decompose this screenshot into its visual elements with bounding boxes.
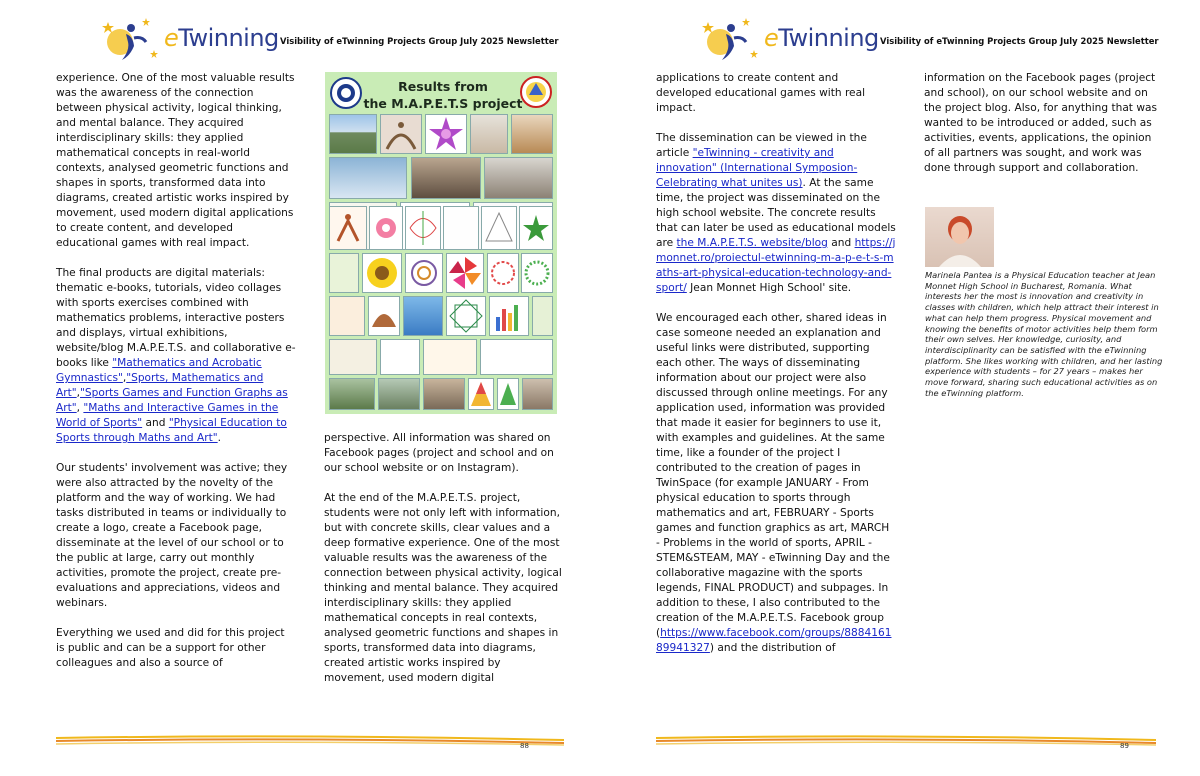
poster-pattern-1	[329, 253, 359, 293]
paragraph: perspective. All information was shared on Facebook pages (project and school and on our school website or on Instagram).	[324, 432, 554, 474]
logo-word: Twinning	[178, 24, 279, 52]
paragraph: information on the Facebook pages (project and school), on our school website and on the project blog. Also, for anything that was wanted to be introduced or added, such as activities, events, applications, the opinion of all partners was sought, and work was done through support and collaboration.	[924, 72, 1158, 174]
newsletter-title: Visibility of eTwinning Projects Group July 2025 Newsletter	[880, 36, 1159, 46]
link-facebook-group[interactable]: https://www.facebook.com/groups/888416189941327	[656, 627, 892, 654]
paragraph-dissemination	[656, 131, 896, 296]
poster-card-flower	[369, 206, 403, 250]
paragraph: applications to create content and developed educational games with real impact.	[656, 72, 866, 114]
poster-card-triangle	[481, 206, 517, 250]
text: The final products are digital materials: thematic e-books, tutorials, video collages with sports exercises combined with mathematics problems, interactive posters and displays, virtual exhibitions, website/blog M.A.P.E.T.S. and collaborative e-books like	[56, 267, 296, 369]
text: . At the same time, the project was disseminated on the high school website. The concrete results that can later be used as educational models are	[656, 177, 896, 249]
right-column-1	[656, 71, 896, 671]
page-number: 89	[1120, 742, 1129, 750]
paragraph: At the end of the M.A.P.E.T.S. project, students were not only left with information, but with concrete skills, clear values and a deep formative experience. One of the most valuable results was the awareness of the connection between physical activity, logical thinking and mental balance. They acquired interdisciplinary skills: they applied mathematical concepts in real contexts, analysed geometric functions and shapes in sports, transformed data into diagrams, created artistic works inspired by movement, used modern digital	[324, 492, 562, 684]
poster-card-figure	[329, 206, 367, 250]
poster-shell	[368, 296, 400, 336]
link-mathematics-acrobatic-gymnastics[interactable]: "Mathematics and Acrobatic Gymnastics"	[56, 357, 262, 384]
paragraph: experience. One of the most valuable results was the awareness of the connection between physical activity, logical thinking, and mental balance. They acquired interdisciplinary skills: they applied mathematical concepts in real-world contexts, analysed geometric functions and shapes in sports, transformed data into diagrams, created artistic works inspired by movement, used modern digital applications to create content, and developed educational games with real impact.	[56, 72, 295, 249]
poster-photo-gymnast	[380, 114, 422, 154]
poster-slide-6	[480, 339, 553, 375]
poster-pattern-2	[405, 253, 443, 293]
left-column-2	[324, 431, 564, 701]
footer-decorative-line	[656, 734, 1156, 746]
poster-photo-presentation	[484, 157, 553, 199]
poster-photo-classroom	[411, 157, 481, 199]
school-badge-icon	[329, 76, 363, 110]
paragraph-final-products	[56, 266, 296, 446]
project-logo-icon	[519, 75, 553, 109]
poster-slide-3	[329, 339, 377, 375]
etwinning-logo-icon	[700, 16, 766, 64]
text: Jean Monnet High School' site.	[686, 282, 852, 294]
poster-card-lesson	[443, 206, 479, 250]
poster-title	[363, 78, 523, 112]
poster-green-burst	[521, 253, 553, 293]
link-jmonnet-project-page[interactable]: https://jmonnet.ro/proiectul-etwinning-m-a-p-e-t-s-maths-art-physical-education-technology-and-sport/	[656, 237, 896, 294]
poster-photo-team	[511, 114, 553, 154]
poster-slide-5	[423, 339, 477, 375]
poster-pattern-3	[487, 253, 519, 293]
etwinning-logo-text: eTwinning	[764, 24, 879, 52]
footer-decorative-line	[56, 734, 564, 746]
poster-card-graph	[405, 206, 441, 250]
poster-card-green-star	[519, 206, 553, 250]
paragraph: Everything we used and did for this project is public and can be a support for other colleagues and also a source of	[56, 627, 285, 669]
text: The dissemination can be viewed in the article	[656, 132, 867, 159]
poster-photo-outdoor-2	[378, 378, 420, 410]
text: We encouraged each other, shared ideas in case someone needed an explanation and useful links were distributed, supporting each other. The ways of disseminating information about our project were also discussed through online meetings. For any application used, information was provided that made it easier for beginners to use it, with examples and guidelines. At the same time, like a founder of the project I contributed to the creation of pages in TwinSpace (for example JANUARY - From physical education to sports through mathematics and art, FEBRUARY - Sports games and function graphics as art, MARCH - Problems in the world of sports, APRIL - STEM&STEAM, MAY - eTwinning Day and the collaborative magazine with the sports legends, FINAL PRODUCT) and subpages. In addition to these, I also contributed to the creation of the M.A.P.E.T.S. Facebook group (	[656, 312, 890, 639]
page-number: 88	[520, 742, 529, 750]
poster-string-art	[446, 296, 486, 336]
text: ,	[76, 402, 84, 414]
poster-photo-outdoor-1	[329, 378, 375, 410]
left-column-1	[56, 71, 296, 686]
poster-slide-2	[532, 296, 553, 336]
logo-word: Twinning	[778, 24, 879, 52]
right-column-2	[924, 71, 1164, 191]
etwinning-logo-icon	[100, 16, 166, 64]
poster-food-pyramid	[468, 378, 494, 410]
poster-photo-outdoor-3	[423, 378, 465, 410]
poster-photo-students	[329, 157, 407, 199]
text: ) and the distribution of	[709, 642, 836, 654]
poster-bar-chart	[489, 296, 529, 336]
text: ,	[122, 372, 127, 384]
paragraph: Our students' involvement was active; they were also attracted by the novelty of the platform and the way of working. We had tasks distributed in teams or individually to create a logo, create a Facebook page, disseminate at the level of our school or to the public at large, carry out monthly activities, promote the project, create pre-evaluations and appreciations, videos and webinars.	[56, 462, 288, 609]
link-sports-mathematics-art[interactable]: "Sports, Mathematics and Art"	[56, 372, 264, 399]
poster-slide-1	[329, 296, 365, 336]
poster-star-artwork	[425, 114, 467, 154]
poster-photo-school	[329, 114, 377, 154]
results-poster	[325, 72, 557, 414]
poster-title-line-2: the M.A.P.E.T.S project	[363, 96, 523, 111]
page-right	[600, 0, 1200, 776]
text: and	[827, 237, 855, 249]
link-sports-games-function-graphs[interactable]: "Sports Games and Function Graphs as Art"	[56, 387, 288, 414]
etwinning-logo-text: eTwinning	[164, 24, 279, 52]
text: .	[217, 432, 222, 444]
poster-sunflower	[362, 253, 402, 293]
poster-slide-4	[380, 339, 420, 375]
poster-photo-gym	[522, 378, 553, 410]
newsletter-title: Visibility of eTwinning Projects Group July 2025 Newsletter	[280, 36, 559, 46]
poster-photo-group	[470, 114, 508, 154]
text: ,	[76, 387, 81, 399]
author-bio: Marinela Pantea is a Physical Education teacher at Jean Monnet High School in Bucharest, Romania. What interests her the most is innovation and creativity in classes with children, which help attract their interest in what can help them progress. Physical movement and knowing the benefits of motor activities help them form their own selves. Her knowledge, curiosity, and interdisciplinarity can be satisfied with the eTwinning platform. She likes working with children, and her lasting experience with students – for 27 years – makes her move forward, sharing such educational activities as on the eTwinning platform.	[925, 270, 1163, 398]
link-physical-education-to-sports[interactable]: "Physical Education to Sports through Maths and Art"	[56, 417, 287, 444]
link-mapets-website-blog[interactable]: the M.A.P.E.T.S. website/blog	[676, 237, 828, 249]
paragraph-encouraged	[656, 311, 896, 656]
text: and	[142, 417, 169, 429]
link-maths-interactive-games[interactable]: "Maths and Interactive Games in the World of Sports"	[56, 402, 279, 429]
poster-pyramid-2	[497, 378, 519, 410]
author-photo	[925, 207, 994, 267]
link-etwinning-creativity-innovation[interactable]: "eTwinning - creativity and innovation" (International Symposion-Celebrating what unites us)	[656, 147, 858, 189]
poster-photo-bridge-pose	[403, 296, 443, 336]
poster-title-line-1: Results from	[398, 79, 488, 94]
poster-pinwheel	[446, 253, 484, 293]
